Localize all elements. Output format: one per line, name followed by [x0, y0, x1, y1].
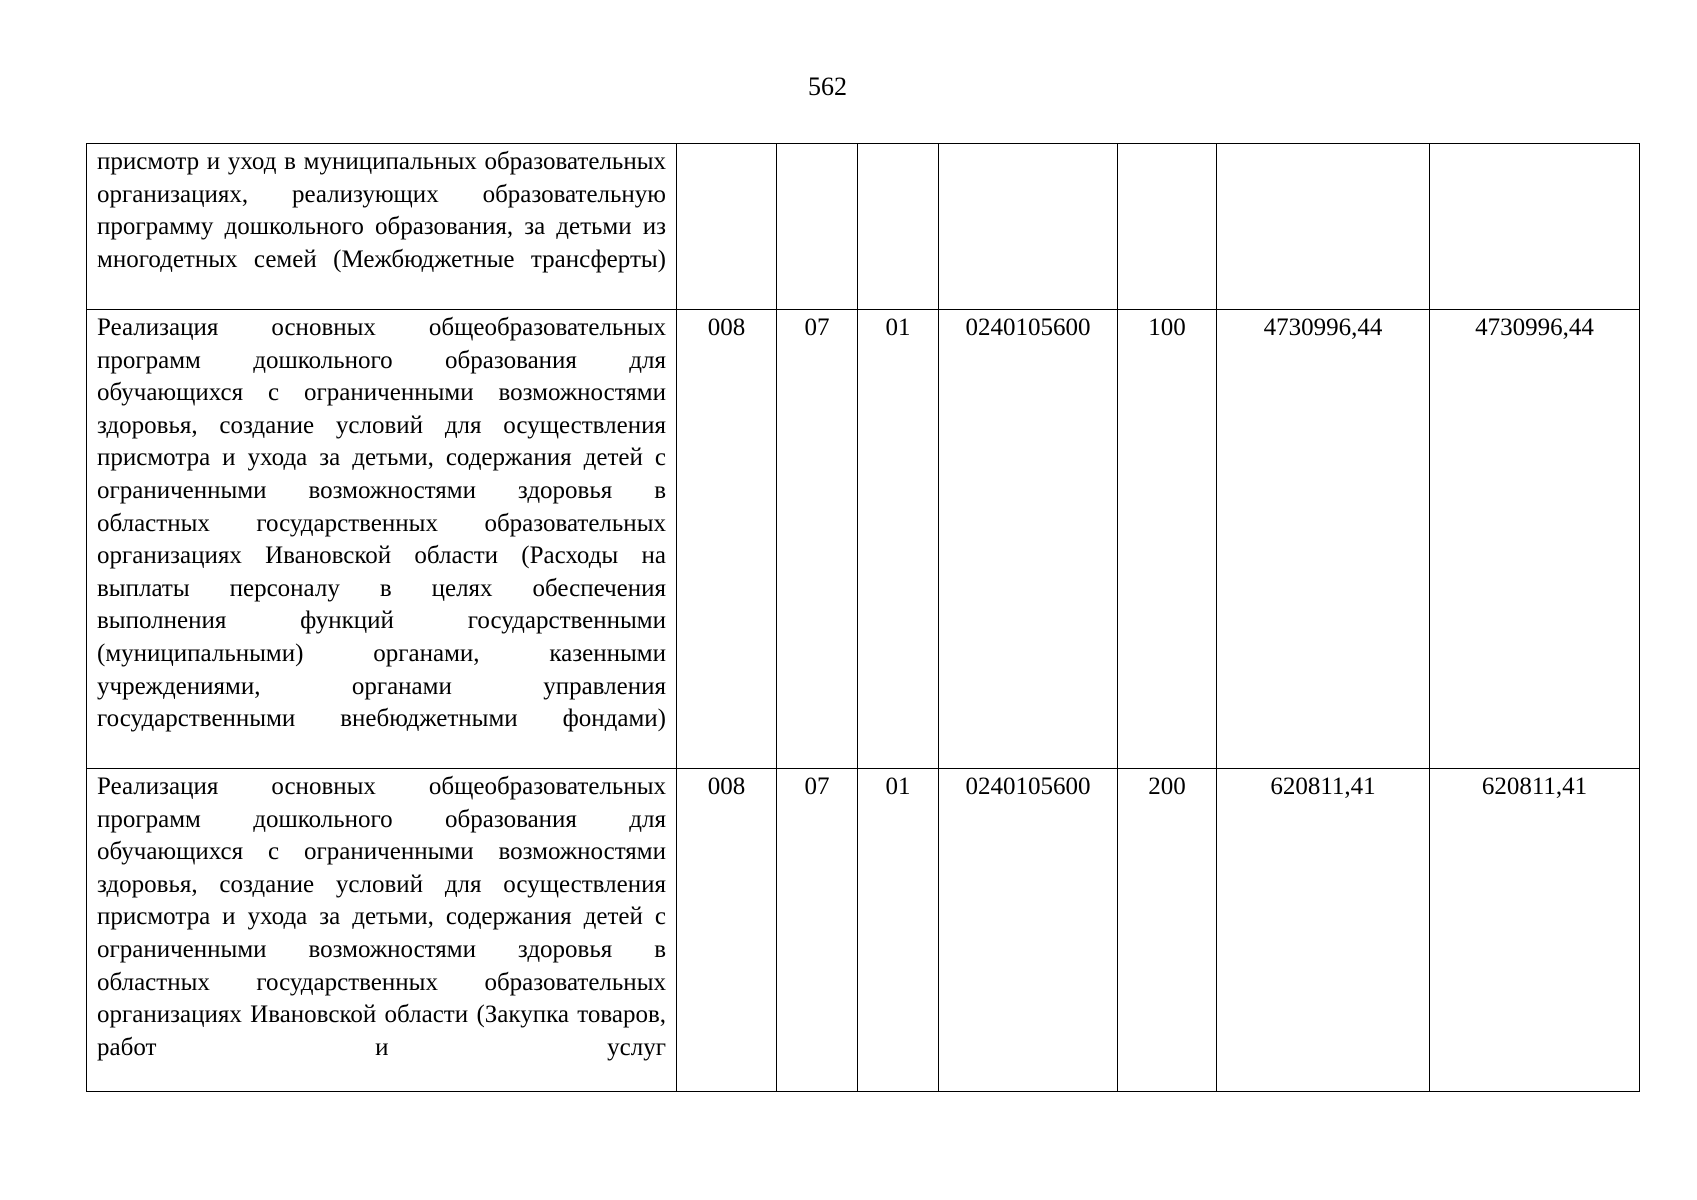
subsection-code [858, 144, 939, 310]
ministry-code: 008 [677, 769, 777, 1092]
section-code: 07 [777, 769, 858, 1092]
ministry-code: 008 [677, 310, 777, 769]
amount-1: 620811,41 [1217, 769, 1430, 1092]
table-row [87, 769, 1640, 1092]
row-description: Реализация основных общеобразовательных программ дошкольного образования для обучающихся с ограниченными возможностями здоровья, создание условий для осуществления присмотра и ухода за детьми, содержания детей с ограниченными возможностями здоровья в областных государственных образовательных организациях Ивановской области (Закупка товаров, работ и услуг [87, 769, 677, 1092]
section-code: 07 [777, 310, 858, 769]
expense-type-code: 100 [1118, 310, 1217, 769]
expense-type-code [1118, 144, 1217, 310]
page-number: 562 [808, 72, 847, 101]
row-description: Реализация основных общеобразовательных программ дошкольного образования для обучающихся с ограниченными возможностями здоровья, создание условий для осуществления присмотра и ухода за детьми, содержания детей с ограниченными возможностями здоровья в областных государственных образовательных организациях Ивановской области (Расходы на выплаты персоналу в целях обеспечения выполнения функций государственными (муниципальными) органами, казенными учреждениями, органами управления государственными внебюджетными фондами) [87, 310, 677, 769]
table-row [87, 144, 1640, 310]
target-article-code [939, 144, 1118, 310]
ministry-code [677, 144, 777, 310]
budget-table [86, 143, 1640, 1092]
amount-2 [1430, 144, 1640, 310]
amount-2: 4730996,44 [1430, 310, 1640, 769]
table-row [87, 310, 1640, 769]
target-article-code: 0240105600 [939, 310, 1118, 769]
amount-2: 620811,41 [1430, 769, 1640, 1092]
amount-1: 4730996,44 [1217, 310, 1430, 769]
target-article-code: 0240105600 [939, 769, 1118, 1092]
expense-type-code: 200 [1118, 769, 1217, 1092]
subsection-code: 01 [858, 310, 939, 769]
amount-1 [1217, 144, 1430, 310]
section-code [777, 144, 858, 310]
subsection-code: 01 [858, 769, 939, 1092]
row-description: присмотр и уход в муниципальных образовательных организациях, реализующих образовательную программу дошкольного образования, за детьми из многодетных семей (Межбюджетные трансферты) [87, 144, 677, 310]
